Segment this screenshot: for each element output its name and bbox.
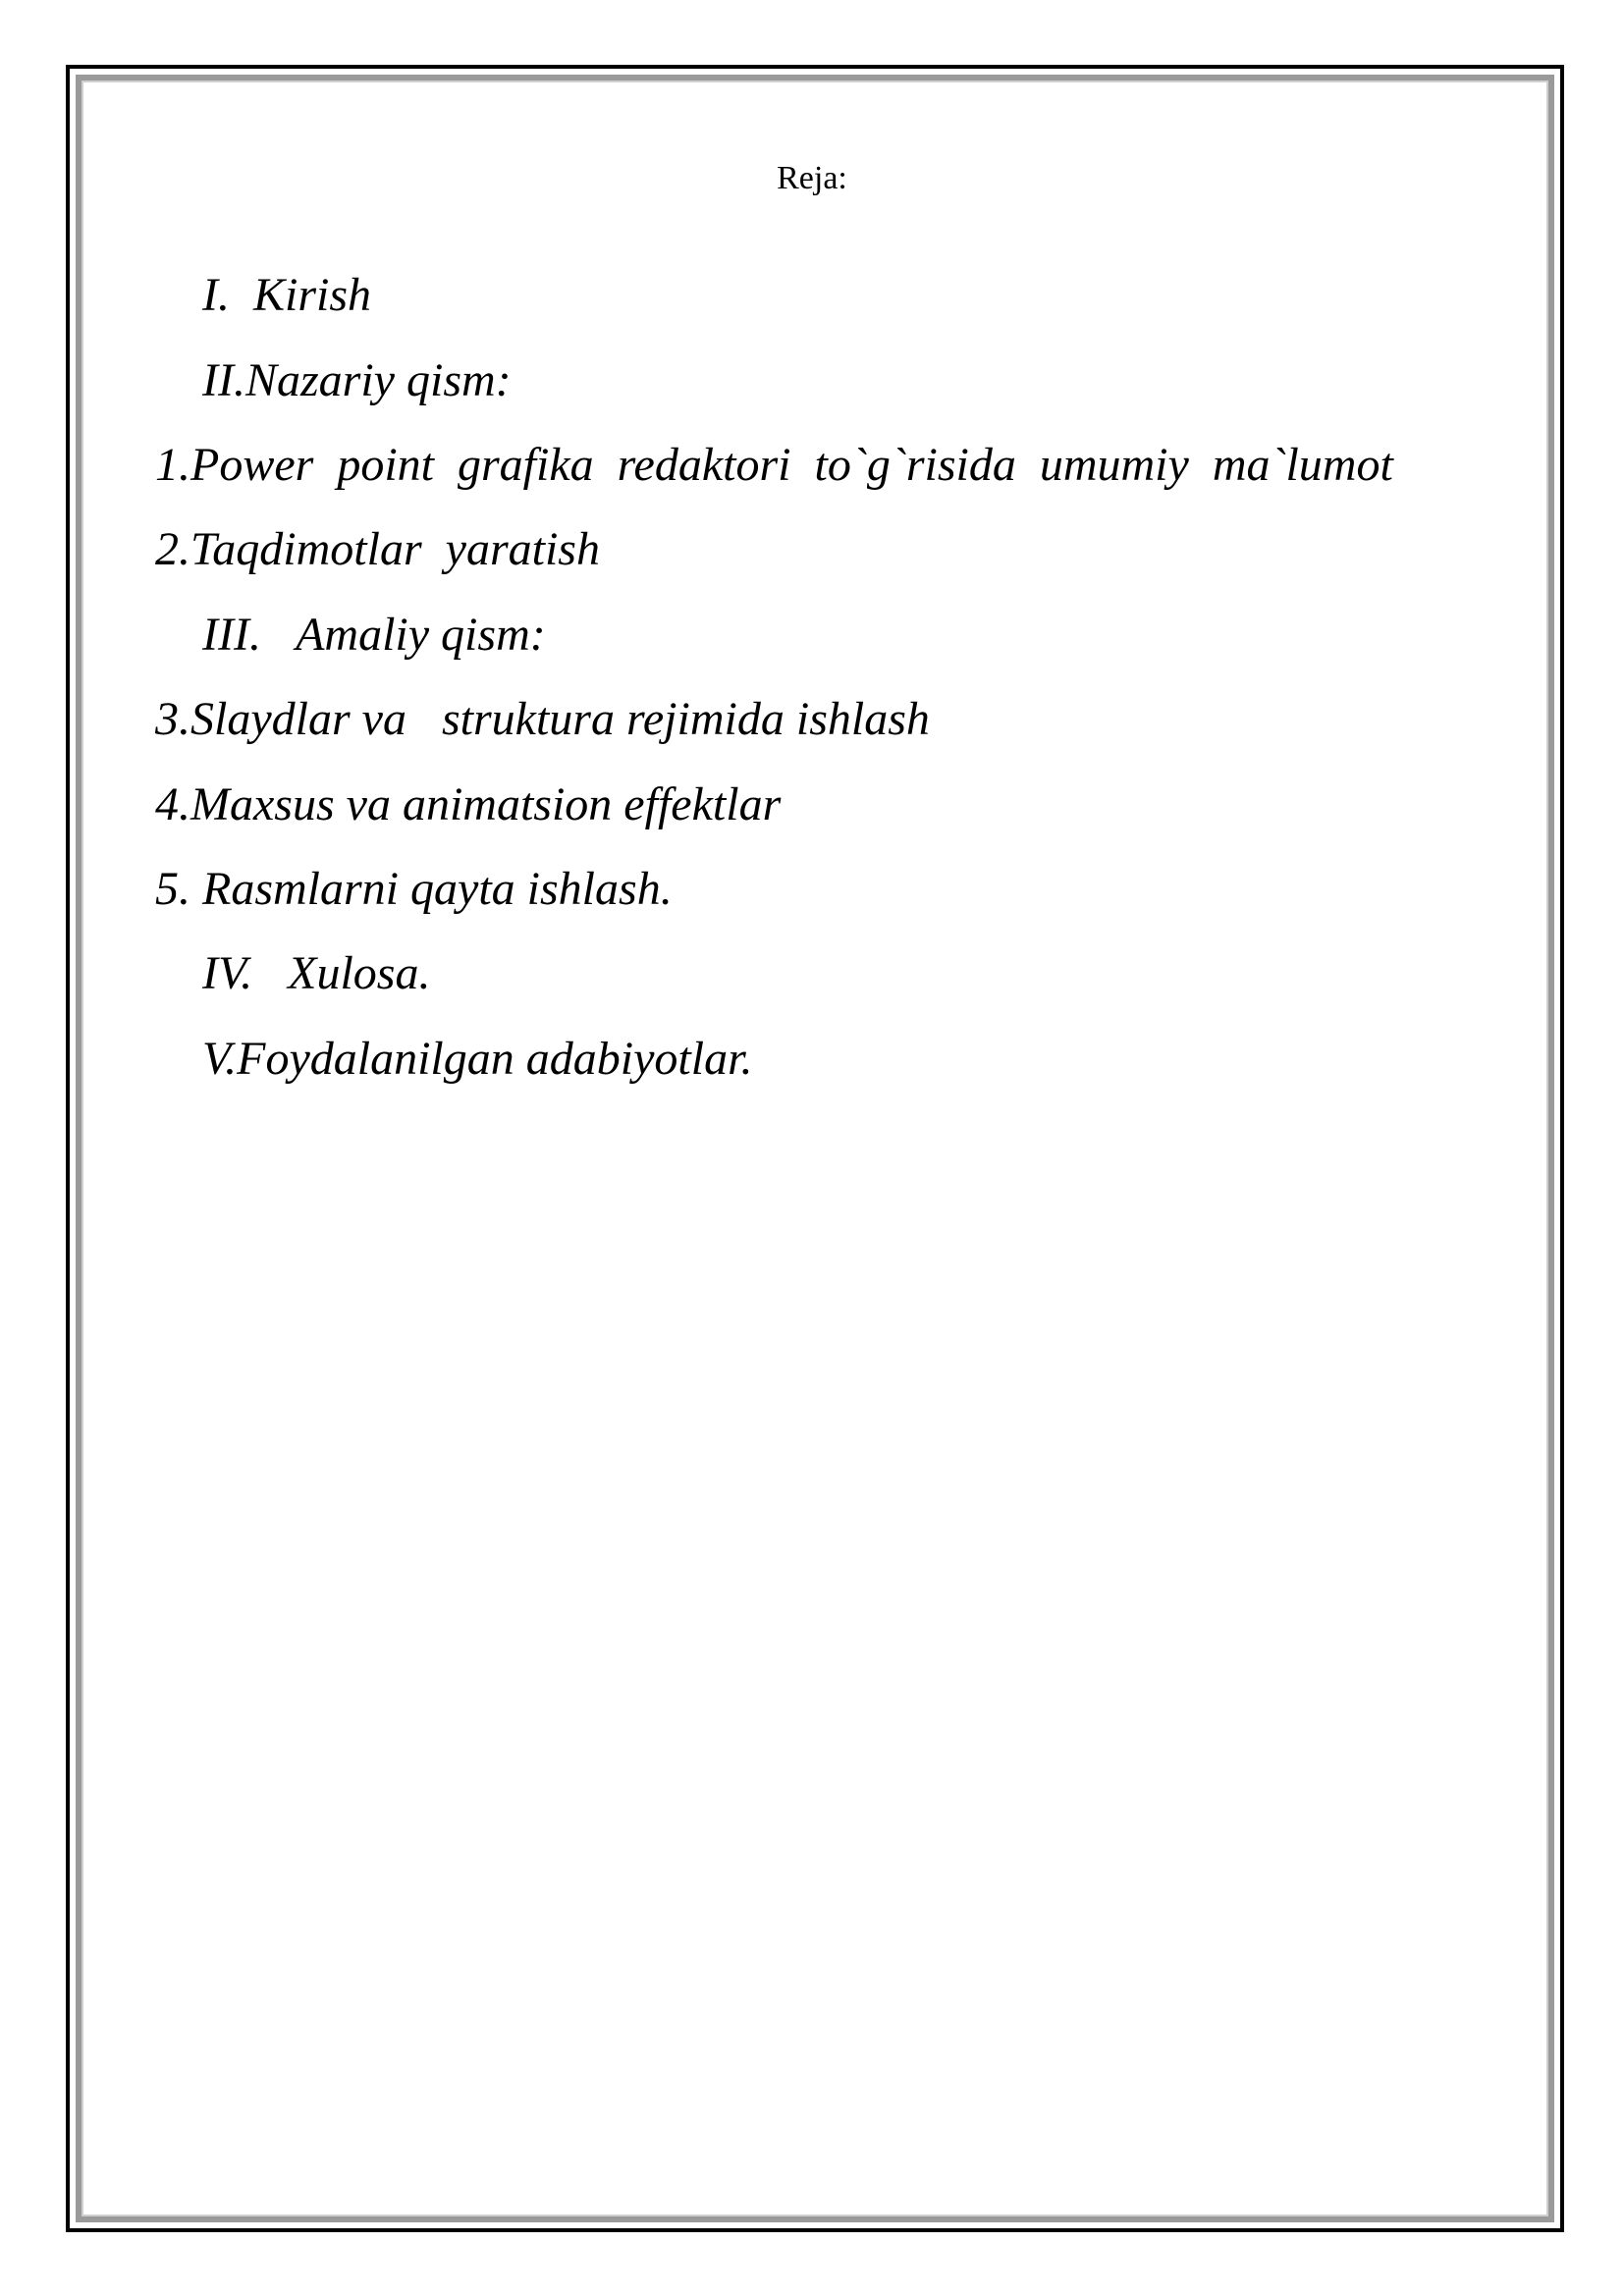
plan-item-5: 5. Rasmlarni qayta ishlash.	[155, 863, 673, 915]
plan-item-practice-section: III. Amaliy qism:	[202, 609, 546, 661]
plan-heading: Reja:	[777, 160, 847, 196]
plan-item-references: V.Foydalanilgan adabiyotlar.	[202, 1033, 753, 1085]
plan-item-introduction: I. Kirish	[202, 269, 372, 321]
plan-item-theory-section: II.Nazariy qism:	[202, 354, 512, 406]
plan-item-conclusion: IV. Xulosa.	[202, 947, 431, 999]
plan-item-2: 2.Taqdimotlar yaratish	[155, 523, 600, 575]
plan-item-1: 1.Power point grafika redaktori to`g`risida umumiy ma`lumot	[155, 439, 1393, 491]
plan-item-3: 3.Slaydlar va struktura rejimida ishlash	[155, 693, 930, 745]
plan-item-4: 4.Maxsus va animatsion effektlar	[155, 778, 782, 830]
